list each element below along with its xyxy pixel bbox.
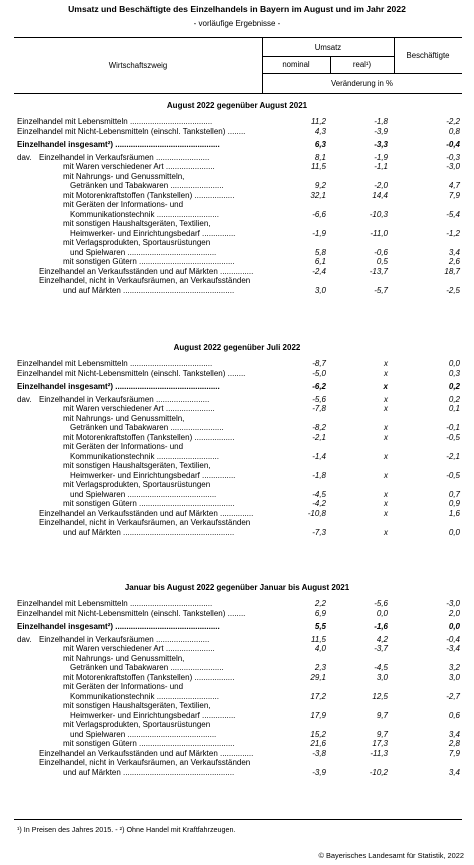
value-employees: 0,0 <box>448 527 460 537</box>
value-employees: -2,5 <box>446 285 460 295</box>
value-real: x <box>384 489 388 499</box>
header-change: Veränderung in % <box>331 79 393 88</box>
value-employees: 0,9 <box>448 499 460 508</box>
row-prefix: dav. <box>17 152 32 162</box>
row-label: Einzelhandel an Verkaufsständen und auf Märkten ............... <box>39 266 254 276</box>
value-real: 17,3 <box>372 739 388 748</box>
row-label: Kommunikationstechnik ............................ <box>70 209 219 219</box>
copyright: © Bayerisches Landesamt für Statistik, 2022 <box>318 851 464 860</box>
value-real: -2,0 <box>374 181 388 190</box>
footnote: ¹) In Preisen des Jahres 2015. - ²) Ohne Handel mit Kraftfahrzeugen. <box>17 825 236 834</box>
value-nominal: -10,8 <box>307 508 326 518</box>
row-label: und Spielwaren ........................................ <box>70 489 217 499</box>
row-label: mit Waren verschiedener Art ...................... <box>63 162 215 171</box>
header-bottom-rule <box>14 93 462 94</box>
value-employees: 3,4 <box>448 247 460 257</box>
value-employees: 0,0 <box>448 359 460 368</box>
value-real: -3,9 <box>374 126 388 136</box>
value-employees: 0,8 <box>448 126 460 136</box>
row-label: mit Waren verschiedener Art ...................... <box>63 644 215 653</box>
value-employees: -5,4 <box>446 209 460 219</box>
row-label: Getränken und Tabakwaren ........................ <box>70 663 224 672</box>
row-label: Einzelhandel mit Nicht-Lebensmitteln (einschl. Tankstellen) ........ <box>17 368 246 378</box>
value-nominal: 17,9 <box>310 710 326 720</box>
value-employees: -0,1 <box>446 423 460 432</box>
value-real: x <box>384 527 388 537</box>
value-nominal: -3,9 <box>312 767 326 777</box>
value-real: -3,7 <box>374 644 388 653</box>
table-bottom-rule <box>14 819 462 820</box>
value-real: -1,8 <box>374 117 388 126</box>
value-employees: -2,7 <box>446 691 460 701</box>
row-label: mit Verlagsprodukten, Sportausrüstungen <box>63 720 211 729</box>
value-nominal: 17,2 <box>310 691 326 701</box>
row-label: mit Waren verschiedener Art ...................... <box>63 404 215 413</box>
row-label: Einzelhandel mit Lebensmitteln ..................................... <box>17 359 213 368</box>
value-real: 14,4 <box>372 190 388 200</box>
value-employees: 0,3 <box>448 368 460 378</box>
row-label: Einzelhandel an Verkaufsständen und auf Märkten ............... <box>39 508 254 518</box>
row-label: mit Nahrungs- und Genussmitteln, <box>63 413 185 423</box>
value-nominal: -8,2 <box>312 423 326 432</box>
value-real: -10,3 <box>369 209 388 219</box>
value-real: x <box>384 508 388 518</box>
row-label: und auf Märkten .................................................. <box>63 285 235 295</box>
value-nominal: -5,0 <box>312 368 326 378</box>
value-nominal: -1,8 <box>312 470 326 480</box>
value-real: x <box>384 423 388 432</box>
row-prefix: dav. <box>17 634 32 644</box>
row-label: mit Motorenkraftstoffen (Tankstellen) .................. <box>63 672 235 682</box>
value-real: -0,6 <box>374 247 388 257</box>
value-employees: -3,4 <box>446 644 460 653</box>
value-real: -1,1 <box>374 162 388 171</box>
value-real: x <box>384 359 388 368</box>
header-nominal: nominal <box>282 60 310 69</box>
value-real: -10,2 <box>369 767 388 777</box>
value-real: 4,2 <box>376 634 388 644</box>
value-real: -4,5 <box>374 663 388 672</box>
row-label: mit Geräten der Informations- und <box>63 200 184 209</box>
row-label: mit sonstigen Gütern ........................................... <box>63 257 235 266</box>
row-label: mit sonstigen Haushaltsgeräten, Textilien, <box>63 461 211 470</box>
value-employees: -2,1 <box>446 451 460 461</box>
row-label: Einzelhandel an Verkaufsständen und auf Märkten ............... <box>39 748 254 758</box>
row-label: mit Motorenkraftstoffen (Tankstellen) .................. <box>63 190 235 200</box>
value-nominal: -6,2 <box>312 381 326 391</box>
row-label: Kommunikationstechnik ............................ <box>70 451 219 461</box>
value-employees: 2,6 <box>448 257 460 266</box>
value-nominal: 11,5 <box>311 162 326 171</box>
row-prefix: dav. <box>17 394 32 404</box>
value-real: 3,0 <box>376 672 388 682</box>
value-real: 12,5 <box>372 691 388 701</box>
header-mid-rule-2 <box>262 73 462 74</box>
header-mid-rule-1 <box>262 56 394 57</box>
value-nominal: -3,8 <box>312 748 326 758</box>
value-real: 0,5 <box>376 257 388 266</box>
value-real: -13,7 <box>369 266 388 276</box>
row-label: Einzelhandel, nicht in Verkaufsräumen, an Verkaufsständen <box>39 758 251 767</box>
value-employees: 7,9 <box>448 190 460 200</box>
row-label: Getränken und Tabakwaren ........................ <box>70 423 224 432</box>
value-nominal: 4,0 <box>314 644 326 653</box>
row-label: mit Geräten der Informations- und <box>63 442 184 451</box>
row-label: Einzelhandel insgesamt²) ............................................... <box>17 621 220 631</box>
value-nominal: 15,2 <box>310 729 326 739</box>
value-employees: -3,0 <box>446 162 460 171</box>
value-employees: -0,5 <box>446 432 460 442</box>
value-employees: 1,6 <box>448 508 460 518</box>
value-employees: -3,0 <box>446 599 460 608</box>
value-employees: -0,4 <box>446 139 460 149</box>
row-label: Einzelhandel, nicht in Verkaufsräumen, an Verkaufsständen <box>39 518 251 527</box>
row-label: Einzelhandel, nicht in Verkaufsräumen, an Verkaufsständen <box>39 276 251 285</box>
value-employees: 0,2 <box>448 394 460 404</box>
value-real: x <box>384 451 388 461</box>
row-label: mit sonstigen Gütern ........................................... <box>63 499 235 508</box>
header-real: real¹) <box>352 60 372 69</box>
row-label: mit Verlagsprodukten, Sportausrüstungen <box>63 480 211 489</box>
row-label: Heimwerker- und Einrichtungsbedarf ............... <box>70 710 236 720</box>
value-real: -1,9 <box>374 152 388 162</box>
value-nominal: 5,5 <box>314 621 326 631</box>
value-real: x <box>384 432 388 442</box>
value-nominal: 11,5 <box>311 634 326 644</box>
value-nominal: 6,3 <box>314 139 326 149</box>
value-employees: 3,4 <box>448 729 460 739</box>
value-real: 9,7 <box>376 710 388 720</box>
value-employees: 0,7 <box>448 489 460 499</box>
section-heading: August 2022 gegenüber August 2021 <box>166 101 308 110</box>
value-nominal: 9,2 <box>314 181 326 190</box>
value-nominal: 21,6 <box>310 739 326 748</box>
row-label: Einzelhandel mit Nicht-Lebensmitteln (einschl. Tankstellen) ........ <box>17 608 246 618</box>
row-label: Einzelhandel mit Nicht-Lebensmitteln (einschl. Tankstellen) ........ <box>17 126 246 136</box>
row-label: mit Motorenkraftstoffen (Tankstellen) .................. <box>63 432 235 442</box>
value-real: -5,6 <box>374 599 388 608</box>
value-employees: 4,7 <box>448 181 460 190</box>
value-nominal: 2,3 <box>314 663 326 672</box>
value-nominal: -4,5 <box>312 489 326 499</box>
value-nominal: 5,8 <box>314 247 326 257</box>
value-real: x <box>384 470 388 480</box>
header-umsatz: Umsatz <box>314 43 342 52</box>
row-label: und auf Märkten .................................................. <box>63 527 235 537</box>
value-employees: 18,7 <box>444 266 460 276</box>
value-real: -11,3 <box>370 748 388 758</box>
value-employees: 0,2 <box>448 381 460 391</box>
section-heading: August 2022 gegenüber Juli 2022 <box>173 343 301 352</box>
value-nominal: 29,1 <box>310 672 326 682</box>
value-nominal: -5,6 <box>312 394 326 404</box>
row-label: und auf Märkten .................................................. <box>63 767 235 777</box>
row-label: mit Nahrungs- und Genussmitteln, <box>63 653 185 663</box>
row-label: Einzelhandel in Verkaufsräumen ........................ <box>39 634 210 644</box>
row-label: mit sonstigen Haushaltsgeräten, Textilien, <box>63 219 211 228</box>
row-label: Einzelhandel mit Lebensmitteln ..................................... <box>17 117 213 126</box>
value-employees: 2,0 <box>448 608 460 618</box>
value-nominal: -8,7 <box>312 359 326 368</box>
table-title: Umsatz und Beschäftigte des Einzelhandels in Bayern im August und im Jahr 2022 <box>68 4 406 14</box>
value-nominal: -2,4 <box>312 266 326 276</box>
value-nominal: -2,1 <box>312 432 326 442</box>
value-nominal: 32,1 <box>310 190 326 200</box>
value-real: x <box>383 381 388 391</box>
table-subtitle: - vorläufige Ergebnisse - <box>193 19 281 28</box>
section-heading: Januar bis August 2022 gegenüber Januar bis August 2021 <box>124 583 350 592</box>
value-nominal: -1,4 <box>312 451 326 461</box>
value-real: x <box>384 368 388 378</box>
value-nominal: 4,3 <box>314 126 326 136</box>
value-nominal: 3,0 <box>314 285 326 295</box>
value-real: x <box>384 404 388 413</box>
header-employees: Beschäftigte <box>406 51 450 60</box>
row-label: mit sonstigen Haushaltsgeräten, Textilien, <box>63 701 211 710</box>
row-label: Einzelhandel mit Lebensmitteln ..................................... <box>17 599 213 608</box>
value-employees: -1,2 <box>446 228 460 238</box>
value-nominal: -4,2 <box>312 499 326 508</box>
value-real: x <box>384 499 388 508</box>
value-nominal: -1,9 <box>312 228 326 238</box>
value-nominal: 11,2 <box>311 117 326 126</box>
value-nominal: 6,9 <box>314 608 326 618</box>
row-label: Einzelhandel in Verkaufsräumen ........................ <box>39 152 210 162</box>
value-employees: -0,4 <box>446 634 460 644</box>
value-real: 0,0 <box>376 608 388 618</box>
value-employees: 2,8 <box>448 739 460 748</box>
value-nominal: 6,1 <box>314 257 326 266</box>
value-real: -3,3 <box>374 139 388 149</box>
row-label: Einzelhandel insgesamt²) ............................................... <box>17 381 220 391</box>
value-employees: -0,3 <box>446 152 460 162</box>
value-employees: -0,5 <box>446 470 460 480</box>
row-label: und Spielwaren ........................................ <box>70 247 217 257</box>
value-real: x <box>384 394 388 404</box>
value-employees: 3,0 <box>448 672 460 682</box>
value-employees: 0,0 <box>448 621 460 631</box>
row-label: Einzelhandel in Verkaufsräumen ........................ <box>39 394 210 404</box>
value-employees: 3,4 <box>448 767 460 777</box>
value-employees: 3,2 <box>448 663 460 672</box>
value-real: -5,7 <box>374 285 388 295</box>
value-real: 9,7 <box>376 729 388 739</box>
value-employees: 0,6 <box>448 710 460 720</box>
row-label: mit Nahrungs- und Genussmitteln, <box>63 171 185 181</box>
value-nominal: -7,3 <box>312 527 326 537</box>
row-label: Kommunikationstechnik ............................ <box>70 691 219 701</box>
value-employees: -2,2 <box>446 117 460 126</box>
value-nominal: -7,8 <box>312 404 326 413</box>
value-employees: 0,1 <box>448 404 460 413</box>
value-nominal: -6,6 <box>312 209 326 219</box>
row-label: mit Verlagsprodukten, Sportausrüstungen <box>63 238 211 247</box>
value-real: -1,6 <box>374 621 388 631</box>
row-label: mit Geräten der Informations- und <box>63 682 184 691</box>
row-label: mit sonstigen Gütern ........................................... <box>63 739 235 748</box>
value-nominal: 8,1 <box>314 152 326 162</box>
value-nominal: 2,2 <box>314 599 326 608</box>
row-label: Einzelhandel insgesamt²) ............................................... <box>17 139 220 149</box>
row-label: und Spielwaren ........................................ <box>70 729 217 739</box>
value-real: -11,0 <box>370 228 388 238</box>
row-label: Heimwerker- und Einrichtungsbedarf ............... <box>70 470 236 480</box>
row-label: Getränken und Tabakwaren ........................ <box>70 181 224 190</box>
row-label: Heimwerker- und Einrichtungsbedarf ............... <box>70 228 236 238</box>
value-employees: 7,9 <box>448 748 460 758</box>
header-branch: Wirtschaftszweig <box>108 61 168 70</box>
